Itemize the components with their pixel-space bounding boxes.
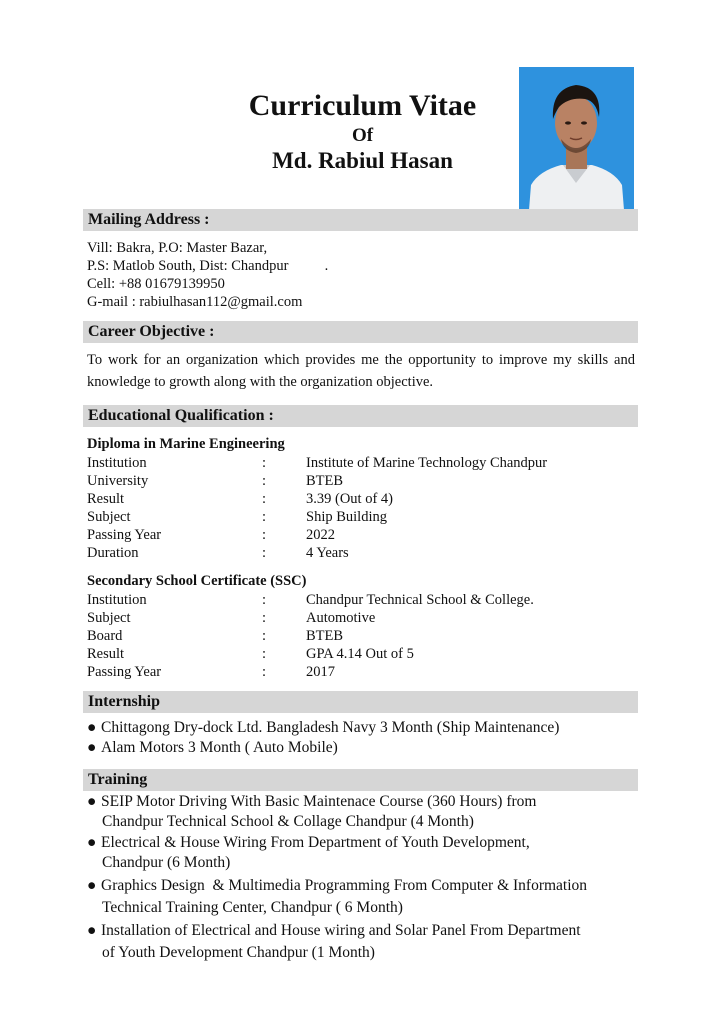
training-line-1: Electrical & House Wiring From Department of Youth Development, — [101, 834, 530, 851]
training-item — [87, 833, 642, 873]
internship-text: Chittagong Dry-dock Ltd. Bangladesh Navy 3 Month (Ship Maintenance) — [101, 719, 560, 736]
row-label: University — [87, 473, 149, 489]
diploma-row — [87, 454, 637, 472]
row-value: GPA 4.14 Out of 5 — [306, 646, 414, 662]
address-line-2: P.S: Matlob South, Dist: Chandpur . — [87, 258, 329, 274]
internship-item — [87, 738, 642, 758]
row-label: Institution — [87, 455, 147, 471]
row-colon: : — [262, 545, 267, 561]
row-value: 3.39 (Out of 4) — [306, 491, 393, 507]
row-value: Chandpur Technical School & College. — [306, 592, 534, 608]
row-value: Automotive — [306, 610, 376, 626]
profile-photo — [519, 67, 634, 210]
row-colon: : — [262, 646, 267, 662]
row-value: BTEB — [306, 628, 344, 644]
row-value: Institute of Marine Technology Chandpur — [306, 455, 548, 471]
candidate-name: Md. Rabiul Hasan — [272, 148, 453, 173]
bullet-icon: ● — [87, 922, 97, 939]
row-value: 2017 — [306, 664, 335, 680]
row-label: Passing Year — [87, 664, 162, 680]
bullet-icon: ● — [87, 793, 97, 810]
ssc-title: Secondary School Certificate (SSC) — [87, 573, 307, 589]
row-colon: : — [262, 455, 267, 471]
diploma-row — [87, 526, 637, 544]
row-label: Subject — [87, 509, 131, 525]
internship-item — [87, 718, 642, 738]
title-of: Of — [351, 125, 374, 146]
row-colon: : — [262, 610, 267, 626]
education-heading: Educational Qualification : — [83, 405, 638, 427]
portrait-image — [519, 67, 634, 210]
career-objective-heading: Career Objective : — [83, 321, 638, 343]
row-value: BTEB — [306, 473, 344, 489]
row-colon: : — [262, 592, 267, 608]
ssc-row — [87, 663, 637, 681]
training-heading: Training — [83, 769, 638, 791]
training-item — [87, 920, 642, 964]
training-line-2: Chandpur Technical School & Collage Chandpur (4 Month) — [102, 813, 474, 830]
row-value: 4 Years — [306, 545, 349, 561]
training-line-2: Technical Training Center, Chandpur ( 6 Month) — [102, 899, 403, 916]
row-label: Board — [87, 628, 123, 644]
training-item — [87, 792, 642, 832]
address-line-1: Vill: Bakra, P.O: Master Bazar, — [87, 240, 268, 256]
row-value: 2022 — [306, 527, 335, 543]
mailing-address-heading: Mailing Address : — [83, 209, 638, 231]
internship-heading: Internship — [83, 691, 638, 713]
diploma-row — [87, 490, 637, 508]
bullet-icon: ● — [87, 877, 97, 894]
training-item — [87, 875, 642, 919]
row-colon: : — [262, 491, 267, 507]
document-title: Curriculum Vitae — [248, 89, 477, 122]
bullet-icon: ● — [87, 834, 97, 851]
ssc-row — [87, 609, 637, 627]
training-line-1: Installation of Electrical and House wiring and Solar Panel From Department — [101, 922, 581, 939]
row-label: Result — [87, 491, 125, 507]
internship-text: Alam Motors 3 Month ( Auto Mobile) — [101, 739, 338, 756]
email-address: G-mail : rabiulhasan112@gmail.com — [87, 294, 303, 310]
bullet-icon: ● — [87, 719, 97, 736]
cell-number: Cell: +88 01679139950 — [87, 276, 225, 292]
row-label: Institution — [87, 592, 147, 608]
diploma-title: Diploma in Marine Engineering — [87, 436, 285, 452]
bullet-icon: ● — [87, 739, 97, 756]
diploma-row — [87, 544, 637, 562]
row-colon: : — [262, 527, 267, 543]
ssc-row — [87, 627, 637, 645]
row-label: Subject — [87, 610, 131, 626]
training-line-2: of Youth Development Chandpur (1 Month) — [102, 944, 375, 961]
row-label: Result — [87, 646, 125, 662]
row-colon: : — [262, 473, 267, 489]
ssc-row — [87, 591, 637, 609]
row-colon: : — [262, 628, 267, 644]
row-colon: : — [262, 664, 267, 680]
training-line-2: Chandpur (6 Month) — [102, 854, 231, 871]
row-label: Passing Year — [87, 527, 162, 543]
diploma-row — [87, 472, 637, 490]
row-value: Ship Building — [306, 509, 387, 525]
row-colon: : — [262, 509, 267, 525]
diploma-row — [87, 508, 637, 526]
ssc-row — [87, 645, 637, 663]
row-label: Duration — [87, 545, 139, 561]
training-line-1: Graphics Design & Multimedia Programming From Computer & Information — [101, 877, 588, 894]
career-objective-text: To work for an organization which provides me the opportunity to improve my skills and knowledge to growth along with the organization objective. — [87, 352, 635, 390]
training-line-1: SEIP Motor Driving With Basic Maintenace Course (360 Hours) from — [101, 793, 537, 810]
